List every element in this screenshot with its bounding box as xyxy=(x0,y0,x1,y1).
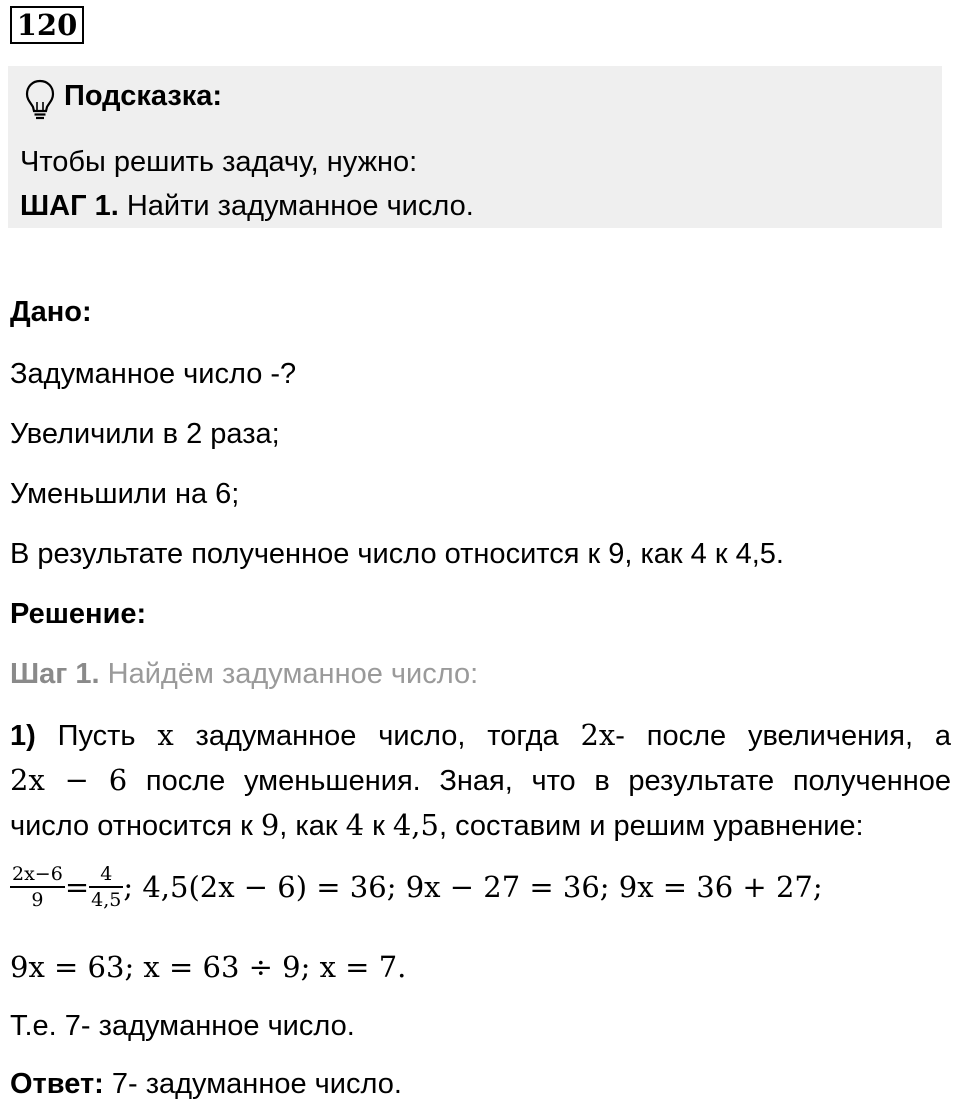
hint-step-label: ШАГ 1. xyxy=(20,190,119,222)
equation-line-1: $\frac{2x-6}{9}$ = $\frac{4}{4,5}$ ; 4,5(2x − 6) = 36; 9x − 27 = 36; 9x = 36 + 27; xyxy=(12,863,823,911)
conclusion: Т.е. 7- задуманное число. xyxy=(10,1010,355,1042)
hint-intro: Чтобы решить задачу, нужно: xyxy=(20,146,418,178)
solution-paragraph-line-2: 2x − 6 после уменьшения. Зная, что в результате полученное xyxy=(10,763,951,797)
hint-step-text: Найти задуманное число. xyxy=(118,190,474,222)
given-line-2: Увеличили в 2 раза; xyxy=(10,418,280,450)
hint-title: Подсказка: xyxy=(64,80,223,112)
solution-step xyxy=(10,658,478,691)
answer-text: 7- задуманное число. xyxy=(103,1068,402,1100)
equation-line-2: 9x = 63; x = 63 ÷ 9; x = 7. xyxy=(10,950,407,984)
lightbulb-icon xyxy=(24,78,56,122)
given-line-1: Задуманное число -? xyxy=(10,358,297,390)
fraction-left: $\frac{2x-6}{9}$ xyxy=(12,863,63,911)
answer xyxy=(10,1068,402,1101)
hint-step xyxy=(20,190,474,223)
solution-title: Решение: xyxy=(10,598,147,630)
given-title: Дано: xyxy=(10,296,92,328)
fraction-right: $\frac{4}{4,5}$ xyxy=(91,863,122,911)
solution-paragraph-line-1: 1) Пусть x задуманное число, тогда 2x- после увеличения, а xyxy=(10,718,951,752)
given-line-3: Уменьшили на 6; xyxy=(10,478,240,510)
hint-panel xyxy=(8,66,942,228)
answer-label: Ответ: xyxy=(10,1068,104,1100)
solution-paragraph-line-3: число относится к 9, как 4 к 4,5, составим и решим уравнение: xyxy=(10,808,864,842)
solution-step-text: Найдём задуманное число: xyxy=(99,658,479,690)
solution-step-label: Шаг 1. xyxy=(10,658,100,690)
task-number: 120 xyxy=(10,6,84,44)
given-line-4: В результате полученное число относится к 9, как 4 к 4,5. xyxy=(10,538,784,570)
